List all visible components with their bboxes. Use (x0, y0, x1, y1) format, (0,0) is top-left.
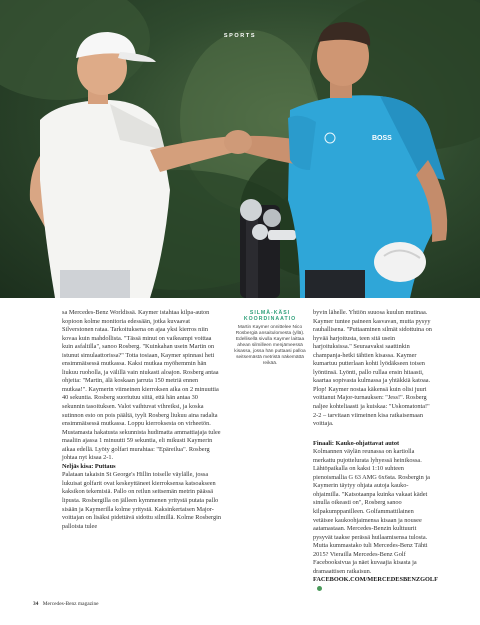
golfers-handshake-illustration (0, 0, 480, 298)
text-column-left (62, 309, 222, 531)
caption-title (232, 310, 308, 323)
body-paragraph: Palataan takaisin St George's Hillin toiselle väylälle, jossa lukuisat golfarit ovat keskeyttäneet kierroksensa katsoakseen kaksikon tekemisiä. Pallo on reilun seitsemän metrin päässä lipusta. Rosbergilla on jälleen kymmenen yritystä putata pallo sisään ja Kaymerilla kolme yritystä. Kaksinkertaisen Major-voittajan on lisäksi pidettävä sidottu silmillä. Kolme Rosbergin palloista tulee (62, 471, 222, 530)
caption-title-line: SILMÄ-KÄSI (249, 310, 291, 316)
photo-caption (232, 310, 308, 367)
page-number: 34 (33, 601, 39, 607)
svg-text:BOSS: BOSS (372, 135, 392, 142)
body-paragraph: sa Mercedes-Benz Worldissä. Kaymer istahtaa kilpa-auton kopioon kolme monitoria edessään, jotka kuvaavat Silverstonen rataa. Tarkoituksena on ajaa yksi kierros niin kovaa kuin mahdollista. "Tässä minut on vaikeampi voittaa kuin asfaltilla", sanoo Rosberg. "Kuinkahan usein Martin on istunut simulaattorissa?" Totta tosiaan, Kaymer spinnasi heti ensimmäisessä mutkassa. Kaksi mutkaa myöhemmin hän liukuu ruoholla, ja välillä vain niukasti aloajon. Rosberg antaa ohjeita: "Martin, älä koskaan jarruta 150 metriä ennen mutkaa!". Kaymerin viimeinen kierroksen aika on 2 minuuttia 40 sekuntia. Rosberg suoriutuu siitä, että hän antaa 30 sekunnin tasoituksen. Valot vaihtuvat vihreiksi, ja koska sutinnon esto on pois päältä, tyyli Rosberg liukuu aina radalta ensimmäisessä mutkassa. Loppu kierroksesta on virheetön. Mustamasta hakatusta sekunnista hudimatta ammattiajaja tulee maaliin ajassa 1 minuutti 59 sekuntia, eli mikusti Kaymerin aikaa edellä. Lyöty golfari murahtaa: "Epäreilua". Rosberg johtaa nyt kisaa 2-1. (62, 309, 221, 462)
facebook-link-row (313, 576, 438, 593)
caption-title-line: KOORDINAATIO (243, 316, 297, 323)
hero-photo (0, 0, 480, 298)
page-footer (33, 601, 99, 607)
text-column-right (313, 309, 438, 594)
subheading-finaali: Finaali: Kauko-ohjattavat autot (313, 439, 400, 447)
subheading-puttaus: Neljäs kisa: Puttaus (62, 462, 116, 470)
facebook-link[interactable]: FACEBOOK.COM/MERCEDESBENZGOLF (313, 576, 438, 584)
publication-name: Mercedes-Benz magazine (42, 601, 99, 607)
end-mark-icon (317, 586, 322, 591)
caption-body: Martin Kaymer onnittelee Nico Rosbergiä ansaitulomesta (yllä). Edellisellä sivulla Kaymer laittaa ahean silmilleen menjämeessä kisassa, jossa hän puttaasi palloa seitsemästä metristä näkemättä reikää. (234, 324, 306, 367)
handshake (224, 130, 252, 154)
body-paragraph: byvin lähelle. Yhtiön suuosa kuulun mutinaa. Kaymer tuntee paineen kasvavan, mutta pysyy rauhallisena. "Puttaaminen silmät sidottuina on hyvää harjoitusta, teen sitä usein harjoituksissa." Seuraavaksi saattinkin champanja-hetki tähtien kisassa. Kaymer kumartuu putterlaan kohti lyödäkseen toisen lyöntinsä. Lyönti, pallo rullaa ensin hitaasti, kaartaa sopivasta kulmassa ja yhtäkkiä katoaa. Plop! Kaymer nostaa käkensä kuin olisi juuri voittanut Major-turnauksen: "Jess!". Rosberg naljee kohteliaasti ja kuiskaa: "Uskomatonta!" 2-2 – tarvitaan viimeinen kisa ratkaisemaan voittaja. (313, 309, 432, 428)
section-label: SPORTS (223, 33, 257, 39)
body-paragraph: Kolmannen väylän reunassa on kartiolla merkattu pujottelurata lyhyessä heinikossa. Lähtöpaikalla on kaksi 1:10 suhteen pienoismallia G 63 AMG 6x6sta. Rosbergin ja Kaymerin täytyy ohjata autoja kauko-ohjaimilla. "Katsotaanpa kuinka vakaat kädet sinulla oikeasti on", Rosberg sanoo kilpakumppanilleen. Golfammattilainen vetäisee kaukoohjaimensa kisaan ja nousee aatamastaan. Mercedes-Benzin kulttuurit pysyvät taakse perässä huilaamisensa tulosta. Mutta kummastako tuli Mercedes-Benz Tähti 2015? Vierailla Mercedes-Benz Golf Facebooksivua ja näet kuvaajia kisasta ja dramaattisen ratkaisun. (313, 448, 430, 575)
